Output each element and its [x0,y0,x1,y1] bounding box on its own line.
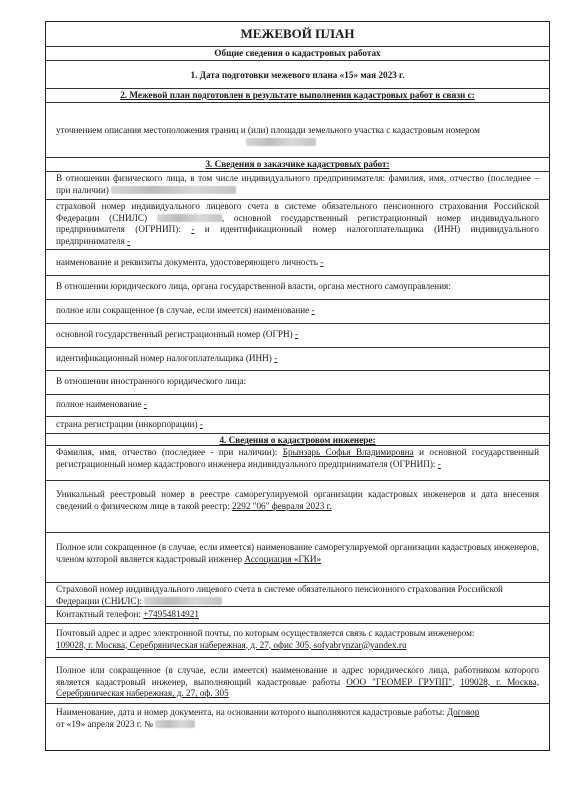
legal-entity-header-row: В отношении юридического лица, органа государственной власти, органа местного самоуправления: [46,276,549,300]
engineer-name-row [46,446,549,481]
section-2-purpose [46,103,549,158]
ogrn-value: - [294,329,298,339]
contract-type: Договор [446,707,480,717]
ogrnip-value: - [191,224,195,234]
section-4-title: 4. Сведения о кадастровом инженере: [219,435,376,445]
engineer-snils-row [46,583,549,607]
section-3-header [46,158,549,172]
foreign-name-label: полное наименование [56,399,142,409]
customer-id-document-row [46,250,549,276]
section-4-header [46,434,549,446]
sro-row [46,533,549,583]
inn-label: и идентификационный номер налогоплательщика (ИНН) индивидуального предпринимателя [56,224,540,246]
customer-person-row [46,172,549,200]
foreign-country-label: страна регистрации (инкорпорации) [56,419,198,429]
id-document-label: наименование и реквизиты документа, удостоверяющего личность [56,257,318,267]
address-email-label: Почтовый адрес и адрес электронной почты, по которым осуществляется связь с кадастровым инженером: [56,628,475,638]
ogrnip-label: , основной государственный регистрационный номер индивидуального предпринимателя (ОГРНИП): [56,212,540,234]
contract-date: от «19» апреля 2023 г. № [56,718,153,729]
phone-row [46,607,549,624]
redacted-cadastral-number [246,138,316,146]
section-2-header [46,89,549,103]
engineer-ogrnip-label: и основной государственный регистрационный номер кадастрового инженера индивидуального предпринимателя (ОГРНИП): [56,447,539,469]
sro-value: Ассоциация «ГКИ» [244,553,322,564]
redacted-engineer-snils [144,597,222,605]
boundary-plan-form [45,21,550,751]
snils-label: страховой номер индивидуального лицевого счета в системе обязательного пенсионного страхования Российской Федерации (СНИЛС) [56,201,539,223]
engineer-registry-row [46,481,549,533]
employer-address: 109028, г. Москва, Серебряническая набережная, д. 27, оф. 305 [56,676,539,698]
customer-snils-row [46,200,549,250]
legal-entity-name-label: полное или сокращенное (в случае, если имеется) наименование [56,305,310,315]
ogrn-label: основной государственный регистрационный номер (ОГРН) [56,329,293,339]
contract-row [46,704,549,752]
foreign-country-value: - [199,419,203,429]
employer-label: Полное или сокращенное (в случае, если имеется) наименование и адрес юридического лица, работником которого является кадастровый инженер, выполняющий кадастровые работы [56,665,539,687]
contract-label: Наименование, дата и номер документа, на основании которого выполняются кадастровые работы: [56,707,445,717]
employer-name: ООО "ГЕОМЕР ГРУПП" [346,676,452,687]
registry-value: 2292 "06" февраля 2023 г. [232,500,332,511]
redacted-contract-number [155,720,195,728]
legal-inn-label: идентификационный номер налогоплательщика (ИНН) [56,353,272,363]
section-1-date: 1. Дата подготовки межевого плана «15» мая 2023 г. [46,61,549,89]
employer-row [46,658,549,704]
engineer-ogrnip-value: - [437,458,441,469]
engineer-snils-label: Страховой номер индивидуального лицевого счета в системе обязательного пенсионного страхования Российской Федерации (СНИЛС): [56,584,503,606]
phone-value: +74954814921 [143,609,199,619]
sro-label: Полное или сокращенное (в случае, если имеется) наименование саморегулируемой организации кадастровых инженеров, членом которой является кадастровый инженер [56,542,539,564]
foreign-entity-name-row [46,395,549,417]
redacted-name [111,186,236,194]
address-email-value: 109028, г. Москва, Серебряническая набережная, д. 27, офис 305, sofyabrynzar@yandex.ru [56,639,407,650]
legal-entity-inn-row [46,348,549,371]
general-info-header: Общие сведения о кадастровых работах [46,47,549,61]
customer-person-label: В отношении физического лица, в том числе индивидуального предпринимателя: фамилия, имя, отчество (последнее – при наличии) [56,173,539,195]
phone-label: Контактный телефон: [56,609,141,619]
section-2-title: 2. Межевой план подготовлен в результате выполнения кадастровых работ в связи с: [120,90,475,100]
address-email-row [46,624,549,658]
foreign-entity-header-row: В отношении иностранного юридического лица: [46,371,549,395]
section-3-title: 3. Сведения о заказчике кадастровых работ: [205,159,390,169]
document-title: МЕЖЕВОЙ ПЛАН [46,22,549,47]
employer-separator: , [451,676,455,687]
foreign-name-value: - [143,399,147,409]
legal-entity-ogrn-row [46,324,549,348]
legal-entity-name-row [46,300,549,324]
inn-value: - [127,235,131,246]
redacted-snils [157,214,222,222]
section-2-text: уточнением описания местоположения границ и (или) площади земельного участка с кадастровым номером [56,125,480,135]
foreign-country-row [46,417,549,434]
id-document-value: - [320,257,324,267]
registry-label: Уникальный реестровый номер в реестре саморегулируемой организации кадастровых инженеров и дата внесения сведений о физическом лице в такой реестр: [56,489,539,511]
legal-entity-name-value: - [311,305,315,315]
engineer-name-value: Брынзарь Софья Владимировна [282,447,414,457]
legal-inn-value: - [274,353,278,363]
engineer-name-label: Фамилия, имя, отчество (последнее - при наличии): [56,447,278,457]
